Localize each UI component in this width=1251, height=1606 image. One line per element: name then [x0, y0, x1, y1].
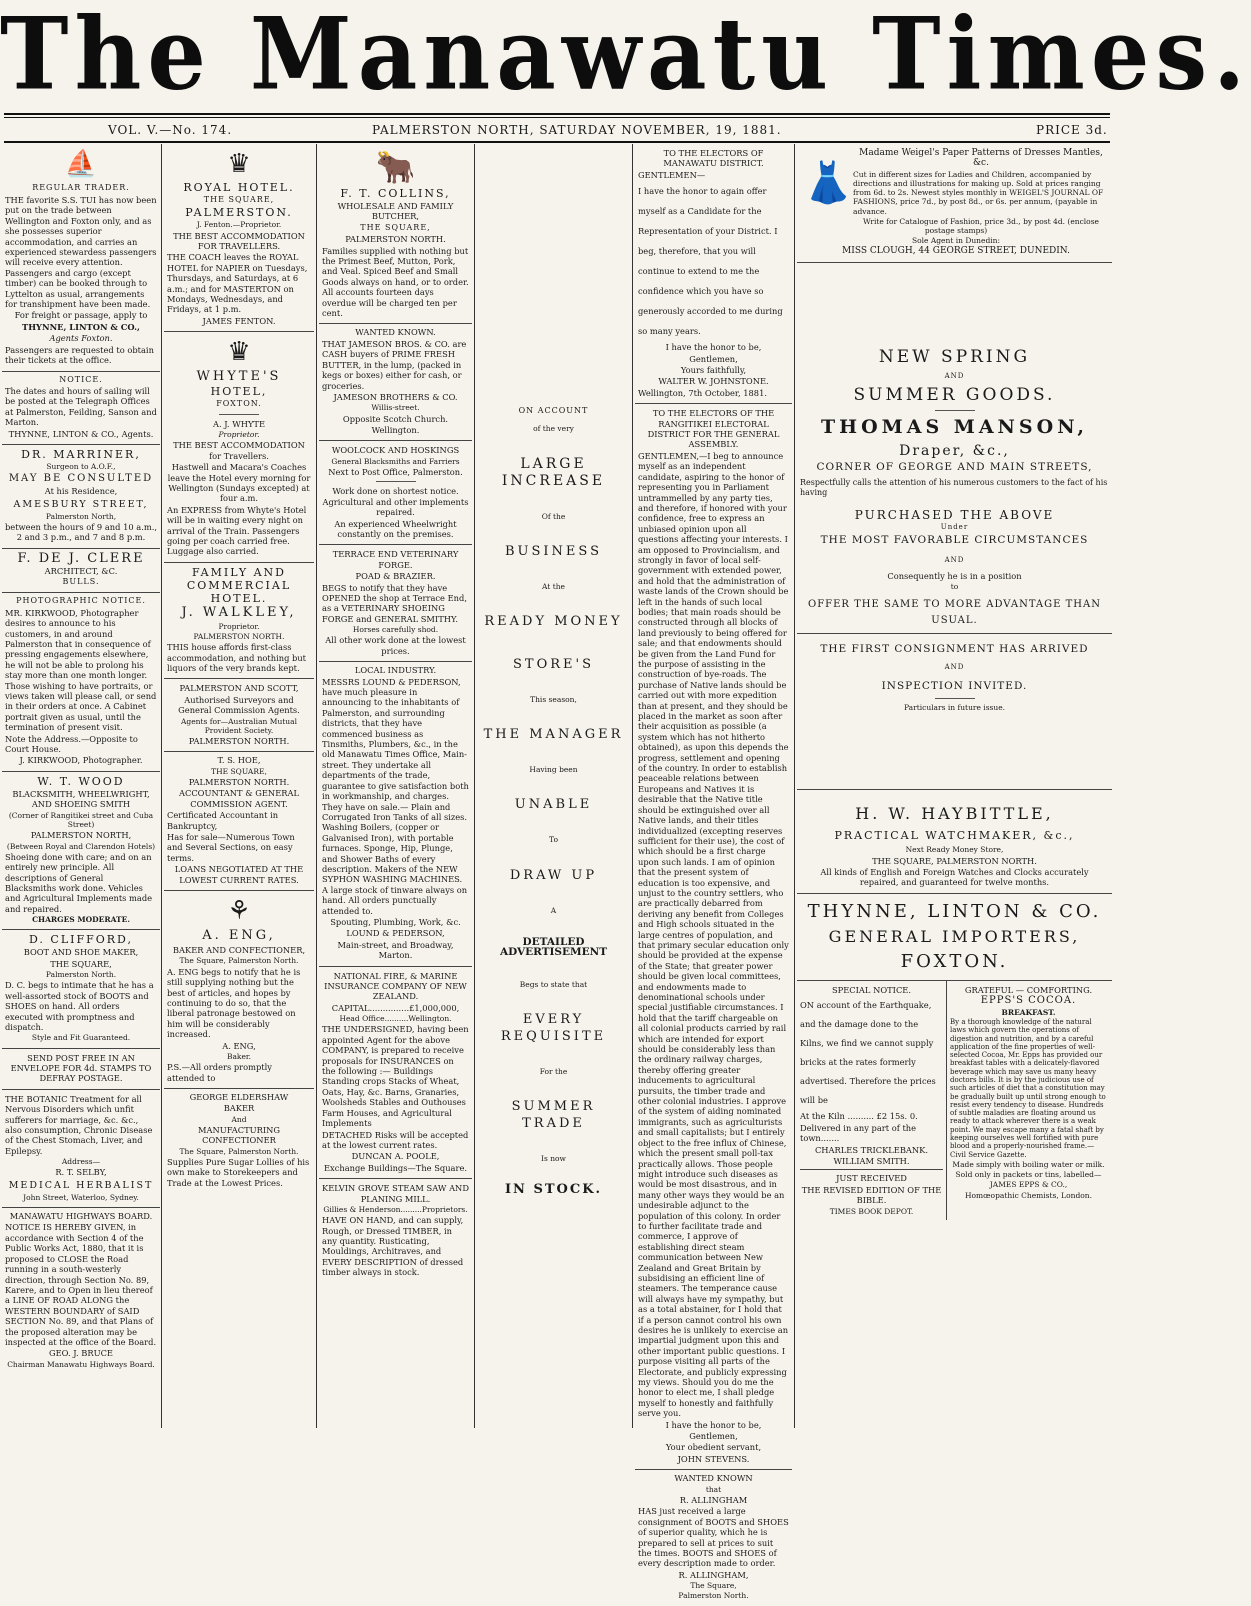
- ad-body: NOTICE IS HEREBY GIVEN, in accordance with Section 4 of the Public Works Act, 1880, that it is proposed to CLOSE the Road running in a south-westerly direction, through Section No. 89, Karere, and to Open in lieu thereof a LINE OF ROAD ALONG the WESTERN BOUNDARY of SAID SECTION No. 89, and that Plans of the proposed alteration may be inspected at the office of the Board.: [5, 1222, 157, 1347]
- bottom-ads-row: [797, 981, 1112, 1220]
- ad-first-consignment: [797, 634, 1112, 790]
- ad-body: Spouting, Plumbing, Work, &c.: [330, 916, 461, 927]
- ad-walkley: [164, 563, 314, 680]
- ad-line: This season,: [530, 695, 577, 705]
- ad-signature: JAMES FENTON.: [202, 315, 276, 326]
- ad-body: LOANS NEGOTIATED AT THE LOWEST CURRENT RATES.: [174, 864, 304, 885]
- ad-signature: R. T. SELBY,: [55, 1167, 107, 1178]
- ad-heading: NOTICE.: [59, 374, 103, 384]
- ad-body: Wellington.: [371, 424, 420, 435]
- ad-heading: THOMAS MANSON,: [821, 415, 1088, 438]
- ad-subheading: Draper, &c.,: [899, 442, 1010, 459]
- ad-body: THE SQUARE,: [360, 222, 431, 232]
- ad-signature: Chairman Manawatu Highways Board.: [7, 1359, 155, 1369]
- ad-body: Next to Post Office, Palmerston.: [328, 466, 463, 477]
- ad-body: Certificated Accountant in Bankruptcy,: [167, 810, 279, 831]
- ad-signature: JAMESON BROTHERS & CO.: [333, 391, 458, 402]
- ad-body: Hastwell and Macara's Coaches leave the Hotel every morning for Wellington (Sundays excepted) at four a.m.: [167, 462, 311, 504]
- ad-allingham: [635, 1470, 792, 1605]
- ad-hoe: [164, 752, 314, 891]
- ad-palmerston-scott: [164, 679, 314, 752]
- ad-line: INSPECTION INVITED.: [881, 680, 1028, 693]
- ad-heading: FAMILY AND: [192, 565, 286, 579]
- ad-subheading: BAKER: [223, 1103, 255, 1114]
- column-5: [635, 144, 792, 1601]
- ad-body: John Street, Waterloo, Sydney.: [23, 1192, 139, 1202]
- volume-number: VOL. V.—No. 174.: [108, 123, 233, 137]
- ad-body: THE favorite S.S. TUI has now been put on the trade between Wellington and Foxton only, and as she possesses superior accommodation, and carries an experienced stewardess passengers will receive every attention. Passengers and cargo (except timber) can be booked through to Lyttelton as usual, arrangements for transhipment have been made.: [5, 195, 157, 310]
- masthead-title: The Manawatu Times.: [0, 0, 1251, 113]
- ad-thomas-manson: [797, 263, 1112, 634]
- ad-heading: D. CLIFFORD,: [29, 933, 133, 947]
- ad-photographic: [2, 593, 160, 772]
- ad-body: An experienced Wheelwright constantly on the premises.: [334, 518, 457, 539]
- ad-heading: REGULAR TRADER.: [32, 183, 130, 192]
- ad-signature: WALTER W. JOHNSTONE.: [658, 376, 769, 387]
- ad-heading: H. W. HAYBITTLE,: [855, 804, 1054, 824]
- ad-line: BUSINESS: [505, 543, 602, 559]
- ad-heading: WANTED KNOWN.: [355, 327, 436, 338]
- ad-body: A. ENG begs to notify that he is still supplying nothing but the best of articles, and hopes by continuing to do so, that the liberal patronage bestowed on him will be considerably increased.: [167, 966, 301, 1040]
- ad-body: All kinds of English and Foreign Watches and Clocks accurately repaired, and guaranteed for twelve months.: [820, 867, 1089, 888]
- ad-signature: JAMES EPPS & CO.,: [989, 1180, 1068, 1190]
- ad-woolcock: [319, 441, 472, 545]
- ad-line: At the: [542, 581, 565, 591]
- ad-body: Sole Agent in Dunedin:: [911, 236, 1001, 246]
- ad-body: to: [950, 582, 959, 592]
- divider: [935, 410, 975, 411]
- column-1: [2, 144, 160, 1428]
- ad-subheading: POAD & BRAZIER.: [355, 571, 436, 582]
- ad-heading: PALMERSTON AND SCOTT,: [179, 683, 299, 694]
- ad-signature: Baker.: [226, 1051, 252, 1061]
- ad-line: To: [549, 835, 558, 845]
- ad-body: between the hours of 9 and 10 a.m., 2 and 3 p.m., and 7 and 8 p.m.: [5, 521, 158, 543]
- ad-body: Palmerston North.: [45, 970, 117, 980]
- ad-botanic: [2, 1090, 160, 1208]
- ad-heading: COMMERCIAL HOTEL.: [186, 578, 292, 605]
- ad-subheading: PALMERSTON.: [185, 206, 293, 220]
- ship-icon: ⛵: [64, 149, 98, 179]
- ad-body: The Square, Palmerston North.: [179, 956, 299, 966]
- ad-subheading: GENERAL IMPORTERS,: [828, 926, 1081, 946]
- ad-subheading: FOXTON.: [900, 950, 1009, 972]
- ad-body: Address—: [61, 1157, 101, 1167]
- ad-body: Made simply with boiling water or milk.: [952, 1159, 1105, 1169]
- ad-body: An EXPRESS from Whyte's Hotel will be in waiting every night on arrival of the Train. Passengers going per coach carried free. Luggage also carried.: [167, 504, 307, 557]
- ad-line: THE FIRST CONSIGNMENT HAS ARRIVED: [820, 643, 1089, 656]
- ad-line: AND: [944, 555, 965, 564]
- price: PRICE 3d.: [1036, 123, 1108, 137]
- dress-figure-icon: 👗: [803, 160, 853, 206]
- ad-signature: MISS CLOUGH, 44 GEORGE STREET, DUNEDIN.: [842, 246, 1070, 257]
- wheat-sheaf-icon: ⚘: [227, 896, 251, 927]
- ad-heading: GEORGE ELDERSHAW: [189, 1091, 289, 1102]
- column-rule: [794, 144, 795, 1428]
- ad-subheading: HOTEL,: [210, 385, 268, 399]
- ad-signature: JOHN STEVENS.: [677, 1453, 750, 1464]
- place-date: PALMERSTON NORTH, SATURDAY NOVEMBER, 19, 1881.: [372, 123, 782, 137]
- ad-heading: KELVIN GROVE STEAM SAW AND PLANING MILL.: [322, 1183, 469, 1204]
- ad-heading: A. ENG,: [202, 928, 276, 944]
- ad-body: Work done on shortest notice. Agricultural and other implements repaired.: [322, 486, 469, 518]
- ad-body: I have the honor to be,: [665, 1419, 762, 1430]
- column-6: [797, 144, 1112, 1428]
- ad-heading: MANAWATU HIGHWAYS BOARD.: [9, 1211, 153, 1222]
- ad-body: Authorised Surveyors and General Commission Agents.: [178, 694, 300, 716]
- ad-subheading: General Blacksmiths and Farriers: [331, 456, 460, 466]
- ad-line: Begs to state that: [519, 979, 588, 989]
- ad-heading: SPECIAL NOTICE.: [831, 984, 911, 995]
- ad-body: THE COACH leaves the ROYAL HOTEL for NAPIER on Tuesdays, Thursdays, and Saturdays, at 6 a.m.; and for MASTERTON on Mondays, Wednesdays, and Fridays, at 1 p.m.: [167, 252, 308, 315]
- ad-body: Opposite Scotch Church.: [342, 413, 449, 424]
- ad-bible: [800, 1169, 943, 1215]
- ad-heading: W. T. WOOD: [37, 774, 125, 788]
- column-2: [164, 144, 314, 1428]
- ad-line: THE MOST FAVORABLE CIRCUMSTANCES: [820, 533, 1089, 546]
- ad-body: Cut in different sizes for Ladies and Children, accompanied by directions and illustrations for making up. Sold at prices ranging from 6d. to 2s. Newest styles monthly in WEIGEL'S JOURNAL OF FASHIONS, price 7d., by post 8d., or 6s. per annum, (payable in advance.: [853, 169, 1104, 216]
- ad-line: STORE'S: [513, 657, 594, 673]
- ad-line: For the: [539, 1066, 568, 1076]
- ad-body: THIS house affords first-class accommodation, and nothing but liquors of the very brands kept.: [167, 642, 307, 673]
- ad-subheading: ACCOUNTANT & GENERAL COMMISSION AGENT.: [178, 788, 300, 809]
- dateline: [0, 121, 1114, 141]
- ad-body: J. Fenton.—Proprietor.: [196, 220, 282, 230]
- ad-body: Write for Catalogue of Fashion, price 3d., by post 4d. (enclose postage stamps): [862, 216, 1099, 236]
- ad-body: GENTLEMEN,—I beg to announce myself as an independent candidate, aspiring to the honor of representing you in Parliament untrammelled by any party ties, and therefore, if honored with your confidence, free to express an unbiased opinion upon all questions affecting your interests. I am opposed to Provincialism, and strongly in favor of local self-government with extended power, and hold that the administration of waste lands of the Crown should be left in the hands of such local bodies; that main roads should be constructed through all blocks of land previously to being offered for sale; and that endowments should be given from the Land Fund for the purpose of assisting in the construction of bye-roads. The purchase of Native lands should be carried out with more expedition than at present, and they should be placed in the market as soon after their acquisition as possible (a system which has not hitherto obtained), as upon this depends the progress, settlement and opening of the country. In order to establish peaceable relations between Europeans and Natives it is desirable that the Native title should be extinguished over all Native lands, and their titles individualized (excepting reserves sufficient for their use), the cost of which should be a first charge upon such lands. I am of opinion that the present system of education is too expensive, and unjust to the country settlers, who are practically debarred from deriving any benefit from Colleges and High schools situated in the large centres of population, and that primary secular education only should be provided at the expense of the State; that greater power should be given local committees, and endowments made to denominational schools under special justifiable circumstances. I hold that the tariff chargeable on all colonial products carried by rail which are intended for export should be considerably less than the ordinary railway charges, thereby offering greater inducements to agricultural pursuits, the timber trade and other colonial industries. I approve of the system of aiding nominated immigrants, such as agriculturists and small capitalists; but I entirely object to the free influx of Chinese, which the present small poll-tax practically allows. Those people might introduce such diseases as would be most disastrous, and in many other ways they would be an undesirable adjunct to the population of this colony. In order to further facilitate trade and commerce, I approve of establishing direct steam communication between New Zealand and Great Britain by subsidising an efficient line of steamers. The temperance cause will always have my sympathy, but as a total abstainer, for I hold that if a person cannot control his own desires he is unlikely to exercise an impartial judgment upon this and other important public questions. I purpose visiting all parts of the Electorate, and publicly expressing my views. Should you do me the honor to elect me, I shall pledge myself to honestly and faithfully serve you.: [638, 450, 789, 1419]
- ad-body: that: [705, 1484, 722, 1494]
- ad-signature: Agents Foxton.: [49, 333, 113, 344]
- ad-subheading: MANUFACTURING CONFECTIONER: [197, 1124, 281, 1146]
- ad-signature: THYNNE, LINTON & CO.,: [22, 321, 140, 332]
- divider: [935, 698, 975, 699]
- ad-body: SEND POST FREE IN AN ENVELOPE FOR 4d. STAMPS TO DEFRAY POSTAGE.: [10, 1052, 152, 1084]
- ad-body: PALMERSTON NORTH.: [188, 777, 290, 788]
- ad-heading: T. S. HOE,: [217, 755, 261, 766]
- ad-clere: [2, 549, 160, 594]
- ad-body: CHARGES MODERATE.: [32, 915, 130, 925]
- ad-whytes-hotel: [164, 332, 314, 562]
- ad-body: The Square,: [690, 1581, 737, 1591]
- ad-highways-board: [2, 1208, 160, 1374]
- ad-body: Exchange Buildings—The Square.: [323, 1162, 468, 1173]
- ad-line: Is now: [541, 1154, 566, 1164]
- ad-body: Respectfully calls the attention of his numerous customers to the fact of his having: [800, 477, 1108, 498]
- ad-body: THE SQUARE,: [203, 195, 275, 204]
- divider: [376, 481, 416, 482]
- ad-line: PURCHASED THE ABOVE: [854, 507, 1055, 522]
- ad-body: The dates and hours of sailing will be posted at the Telegraph Offices at Palmerston, Feilding, Sanson and Marton.: [5, 385, 157, 428]
- ad-signature: CHARLES TRICKLEBANK.: [814, 1144, 929, 1155]
- ad-body: FOXTON.: [216, 399, 262, 409]
- ad-body: At the Kiln .......... £2 15s. 0.: [800, 1111, 918, 1122]
- ad-body: Palmerston North,: [45, 511, 117, 521]
- ad-body: Passengers are requested to obtain their tickets at the office.: [5, 344, 154, 366]
- ad-line: Having been: [529, 765, 578, 775]
- ad-signature: R. ALLINGHAM,: [678, 1569, 749, 1580]
- ad-body: HAVE ON HAND, and can supply, Rough, or Dressed TIMBER, in any quantity. Rusticating, Mouldings, Architraves, and EVERY DESCRIPTION of dressed timber always in stock.: [322, 1215, 464, 1278]
- ad-body: Main-street, and Broadway, Marton.: [337, 939, 454, 961]
- ad-rangitikei-electors: [635, 404, 792, 1470]
- bull-icon: 🐂: [375, 148, 416, 186]
- ad-signature: A. ENG,: [222, 1040, 256, 1051]
- masthead-rule: [4, 113, 1110, 115]
- ad-heading: NATIONAL FIRE, & MARINE INSURANCE COMPANY OF NEW ZEALAND.: [324, 970, 467, 1002]
- ad-body: PALMERSTON NORTH.: [188, 736, 290, 746]
- ad-body: Has for sale—Numerous Town and Several Sections, on easy terms.: [167, 832, 295, 863]
- ad-body: Gentlemen,: [689, 353, 738, 364]
- ad-clifford: [2, 930, 160, 1048]
- column-rule: [161, 144, 162, 1428]
- ad-heading: TERRACE END VETERINARY FORGE.: [332, 549, 459, 570]
- ad-heading: WHYTE'S: [196, 369, 282, 385]
- ad-body: All other work done at the lowest prices.: [325, 635, 466, 656]
- ad-body: Your obedient servant,: [665, 1442, 762, 1453]
- ad-body: For freight or passage, apply to: [14, 310, 148, 321]
- royal-crest-icon: ♛: [227, 337, 251, 368]
- ad-body: (Between Royal and Clarendon Hotels): [6, 841, 156, 851]
- ad-line: AND: [944, 371, 965, 380]
- dateline-rule: [4, 141, 1110, 143]
- divider: [219, 414, 259, 415]
- ad-body: MESSRS LOUND & PEDERSON, have much pleasure in announcing to the inhabitants of Palmerston, and surrounding districts, that they have commenced business as Tinsmiths, Plumbers, &c., in the old Manawatu Times Office, Main-street. They undertake all departments of the trade, guarantee to give satisfaction both in workmanship, and charges. They have on sale.— Plain and Corrugated Iron Tanks of all sizes. Washing Boilers, (copper or Galvanised Iron), with portable furnaces. Sponge, Hip, Plunge, and Shower Baths of every description. Makers of the NEW SYPHON WASHING MACHINES. A large stock of tinware always on hand. All orders punctually attended to.: [322, 676, 469, 916]
- ad-line: SUMMER TRADE: [511, 1099, 596, 1132]
- ad-body: Horses carefully shod.: [352, 625, 439, 635]
- ad-heading: TO THE ELECTORS OF MANAWATU DISTRICT.: [663, 148, 764, 169]
- ad-line: LARGE INCREASE: [501, 455, 606, 489]
- ad-wood: [2, 772, 160, 930]
- ad-body: D. C. begs to intimate that he has a well-assorted stock of BOOTS and SHOES on hand. All orders executed with promptness and dispatch.: [5, 980, 154, 1032]
- ad-subheading: A. J. WHYTE: [212, 418, 266, 429]
- ad-heading: GRATEFUL — COMFORTING.: [964, 984, 1093, 995]
- column-4-ready-money-store: [477, 144, 630, 1428]
- column-rule: [316, 144, 317, 1428]
- ad-heading: F. DE J. CLERE: [17, 550, 145, 566]
- ad-body: HAS just received a large consignment of BOOTS and SHOES of superior quality, which he is prepared to sell at prices to suit the times. BOOTS and SHOES of every description made to order.: [638, 1506, 789, 1569]
- masthead: [0, 0, 1251, 122]
- ad-body: I have the honor to again offer myself as a Candidate for the Representation of your District. I beg, therefore, that you will continue to extend to me the confidence which you have so generously accorded to me during so many years.: [638, 186, 783, 337]
- ad-body: THE BOTANIC Treatment for all Nervous Disorders which unfit sufferers for marriage, &c. &c., also consumption, Chronic Disease of the Chest Stomach, Liver, and Epilepsy.: [5, 1093, 153, 1156]
- ad-heading: Madame Weigel's Paper Patterns of Dresses Mantles, &c.: [859, 148, 1103, 169]
- ad-epps-cocoa: [947, 981, 1110, 1220]
- ad-body: By a thorough knowledge of the natural laws which govern the operations of digestion and nutrition, and by a careful application of the fine properties of well-selected Cocoa, Mr. Epps has provided our breakfast tables with a delicately-flavored beverage which may save us many heavy doctors bills. It is by the judicious use of such articles of diet that a constitution may be gradually built up until strong enough to resist every tendency to disease. Hundreds of subtle maladies are floating around us ready to attack wherever there is a weak point. We may escape many a fatal shaft by keeping ourselves well fortified with pure blood and a properly-nourished frame.—Civil Service Gazette.: [950, 1017, 1106, 1159]
- ad-body: Head Office..........Wellington.: [339, 1014, 452, 1024]
- ad-body: THE SQUARE,: [50, 958, 112, 969]
- ad-royal-hotel: [164, 144, 314, 332]
- ad-heading: SUMMER GOODS.: [853, 384, 1056, 405]
- ad-marriner: [2, 445, 160, 549]
- ad-body: CAPITAL...............£1,000,000,: [331, 1002, 460, 1013]
- ad-heading: JUST RECEIVED: [836, 1173, 907, 1184]
- ad-heading: WANTED KNOWN: [674, 1473, 753, 1484]
- ad-body: DETACHED Risks will be accepted at the lowest current rates.: [322, 1129, 469, 1150]
- ad-body: THAT JAMESON BROS. & CO. are CASH buyers of PRIME FRESH BUTTER, in the lump, (packed in kegs or boxes) either for cash, or groceries.: [322, 338, 467, 391]
- ad-notice: [2, 372, 160, 445]
- ad-body: (Corner of Rangitikei street and Cuba Street): [8, 810, 154, 829]
- ad-national-insurance: [319, 967, 472, 1180]
- ad-signature: DUNCAN A. POOLE,: [351, 1151, 440, 1162]
- column-rule: [632, 144, 633, 1428]
- ad-body: Gentlemen,: [689, 1431, 738, 1442]
- ad-subheading: Surgeon to A.O.F.,: [46, 461, 116, 471]
- ad-heading: PHOTOGRAPHIC NOTICE.: [16, 596, 146, 606]
- ad-body: Families supplied with nothing but the Primest Beef, Mutton, Pork, and Veal. Spiced Beef and Small Goods always on hand, or to order. All accounts fourteen days overdue will be charged ten per cent.: [322, 245, 469, 319]
- ad-body: GENTLEMEN—: [638, 169, 706, 180]
- ad-subheading: R. ALLINGHAM: [679, 1494, 748, 1505]
- ad-body: THE SQUARE,: [211, 766, 267, 776]
- ad-line: DETAILED ADVERTISEMENT: [499, 935, 608, 959]
- ad-line: Of the: [541, 511, 566, 521]
- masthead-rule-thin: [4, 117, 1110, 118]
- ad-body: PALMERSTON NORTH.: [345, 234, 446, 245]
- ad-subheading: J. WALKLEY,: [181, 604, 297, 620]
- ad-subheading: WHOLESALE AND FAMILY BUTCHER,: [337, 201, 454, 222]
- ad-body: PALMERSTON NORTH,: [30, 830, 132, 841]
- ad-body: THE SQUARE, PALMERSTON NORTH.: [872, 855, 1037, 866]
- ad-body: Shoeing done with care; and on an entirely new principle. All descriptions of General Blacksmiths work done. Vehicles and Agricultural Implements made and repaired.: [5, 851, 153, 914]
- ad-line: of the very: [533, 424, 574, 434]
- ad-special-notice: [797, 981, 947, 1220]
- ad-line: Under: [940, 522, 969, 531]
- ad-signature: THYNNE, LINTON & CO., Agents.: [8, 428, 154, 439]
- ad-line: UNABLE: [514, 797, 593, 813]
- ad-signature: GEO. J. BRUCE: [49, 1348, 113, 1359]
- ad-body: Willis-street.: [371, 403, 420, 413]
- ad-body: And: [231, 1114, 247, 1124]
- ad-body: BULLS.: [62, 576, 100, 586]
- ad-haybittle: [797, 790, 1112, 893]
- ad-signature: Homœopathic Chemists, London.: [964, 1190, 1093, 1200]
- ad-subheading: BAKER AND CONFECTIONER,: [172, 945, 306, 956]
- ad-heading: LOCAL INDUSTRY.: [354, 665, 437, 676]
- royal-crest-icon: ♛: [227, 149, 251, 179]
- ad-body: BEGS to notify that they have OPENED the shop at Terrace End, as a VETERINARY SHOEING FORGE and GENERAL SMITHY.: [322, 582, 467, 624]
- ad-body: Next Ready Money Store,: [905, 845, 1004, 855]
- ad-heading: ROYAL HOTEL.: [183, 181, 295, 194]
- ad-body: Particulars in future issue.: [903, 703, 1006, 713]
- ad-line: DRAW UP: [509, 867, 598, 883]
- ad-thynne-linton: [797, 894, 1112, 981]
- ad-body: Style and Fit Guaranteed.: [31, 1033, 131, 1043]
- ad-body: Note the Address.—Opposite to Court House.: [5, 733, 138, 755]
- ad-subheading: AMESBURY STREET,: [13, 498, 149, 510]
- ad-heading: DR. MARRINER,: [21, 447, 141, 461]
- ad-subheading: BLACKSMITH, WHEELWRIGHT, AND SHOEING SMITH: [12, 788, 150, 810]
- ad-subheading: MEDICAL HERBALIST: [8, 1179, 154, 1191]
- ad-weigel-patterns: [797, 144, 1112, 263]
- ad-subheading: BREAKFAST.: [1001, 1007, 1056, 1017]
- ad-line: THE MANAGER: [483, 727, 624, 743]
- column-rule: [474, 144, 475, 1428]
- ad-subheading: MAY BE CONSULTED: [8, 473, 154, 485]
- ad-body: Proprietor.: [218, 430, 260, 440]
- ad-signature: LOUND & PEDERSON,: [346, 928, 445, 939]
- ad-body: I have the honor to be,: [665, 342, 762, 353]
- ad-body: ON account of the Earthquake, and the damage done to the Kilns, we find we cannot supply bricks at the rates formerly advertised. Therefore the prices will be: [800, 1000, 936, 1106]
- ad-body: MR. KIRKWOOD, Photographer desires to announce to his customers, in and around Palmerston that in consequence of pressing engagements elsewhere, he will not be able to prolong his stay more than one month longer. Those wishing to have portraits, or views taken will please call, or send in their orders at once. A Cabinet portrait given as usual, until the termination of present visit.: [5, 607, 157, 733]
- ad-regular-trader: [2, 144, 160, 372]
- ad-body: THE REVISED EDITION OF THE BIBLE.: [801, 1184, 942, 1206]
- ad-subheading: ARCHITECT, &C.: [44, 565, 118, 576]
- ad-heading: NEW SPRING: [878, 346, 1031, 367]
- ad-body: TIMES BOOK DEPOT.: [829, 1206, 914, 1216]
- ad-body: Delivered in any part of the town.......: [800, 1122, 917, 1144]
- ad-subheading: PRACTICAL WATCHMAKER, &c.,: [834, 829, 1075, 843]
- ad-body: The Square, Palmerston North.: [179, 1146, 299, 1156]
- ad-body: THE BEST ACCOMMODATION for Travellers.: [173, 440, 305, 461]
- ad-wanted-known: [319, 324, 472, 441]
- ad-stamps: [2, 1049, 160, 1090]
- ad-line: AND: [944, 663, 965, 672]
- ad-body: PALMERSTON NORTH.: [193, 631, 285, 641]
- ad-line: EVERY REQUISITE: [500, 1011, 607, 1044]
- ad-body: Agents for—Australian Mutual Provident Society.: [181, 716, 297, 735]
- ad-line: A: [550, 905, 557, 915]
- ad-body: Yours faithfully,: [680, 365, 747, 376]
- ad-line: OFFER THE SAME TO MORE ADVANTAGE THAN USUAL.: [808, 599, 1101, 627]
- ad-subheading: EPPS'S COCOA.: [980, 995, 1077, 1007]
- ad-heading: F. T. COLLINS,: [340, 187, 451, 200]
- ad-body: P.S.—All orders promptly attended to: [167, 1062, 272, 1083]
- ad-heading: TO THE ELECTORS OF THE RANGITIKEI ELECTORAL DISTRICT FOR THE GENERAL ASSEMBLY.: [647, 408, 780, 450]
- ad-line: IN STOCK.: [504, 1182, 603, 1198]
- ad-body: Consequently he is in a position: [887, 570, 1022, 581]
- ad-body: Palmerston North.: [678, 1591, 749, 1601]
- ad-eldershaw: [164, 1089, 314, 1193]
- ad-eng: [164, 891, 314, 1089]
- ad-line: READY MONEY: [484, 614, 623, 630]
- ad-body: Sold only in packets or tins, labelled—: [955, 1170, 1102, 1180]
- ad-body: THE UNDERSIGNED, having been appointed Agent for the above COMPANY, is prepared to receive proposals for INSURANCES on the following :— Buildings Standing crops Stacks of Wheat, Oats, Hay, &c. Barns, Granaries, Woolsheds Stables and Outhouses Farm Houses, and Agricultural Implements: [322, 1024, 469, 1129]
- ad-heading: THYNNE, LINTON & CO.: [807, 900, 1102, 922]
- ad-signature: WILLIAM SMITH.: [833, 1155, 910, 1166]
- ad-body: THE BEST ACCOMMODATION FOR TRAVELLERS.: [173, 230, 305, 252]
- ad-heading: WOOLCOCK AND HOSKINGS: [331, 445, 460, 456]
- ad-subheading: BOOT AND SHOE MAKER,: [23, 947, 139, 958]
- ad-body: Proprietor.: [218, 621, 260, 631]
- ad-manawatu-electors: [635, 144, 792, 404]
- ad-local-industry: [319, 662, 472, 966]
- ad-body: At his Residence,: [44, 486, 118, 497]
- ad-line: ON ACCOUNT: [518, 406, 589, 415]
- ad-kelvin-grove: [319, 1179, 472, 1282]
- column-3: [319, 144, 472, 1428]
- ad-veterinary-forge: [319, 545, 472, 662]
- ad-signature: J. KIRKWOOD, Photographer.: [19, 755, 143, 766]
- ad-body: Wellington, 7th October, 1881.: [638, 387, 767, 398]
- ad-body: Supplies Pure Sugar Lollies of his own make to Storekeepers and Trade at the Lowest Prices.: [167, 1156, 310, 1188]
- ad-line: CORNER OF GEORGE AND MAIN STREETS,: [816, 460, 1093, 473]
- ad-body: Gillies & Henderson.........Proprietors.: [323, 1204, 468, 1214]
- ad-collins: [319, 144, 472, 324]
